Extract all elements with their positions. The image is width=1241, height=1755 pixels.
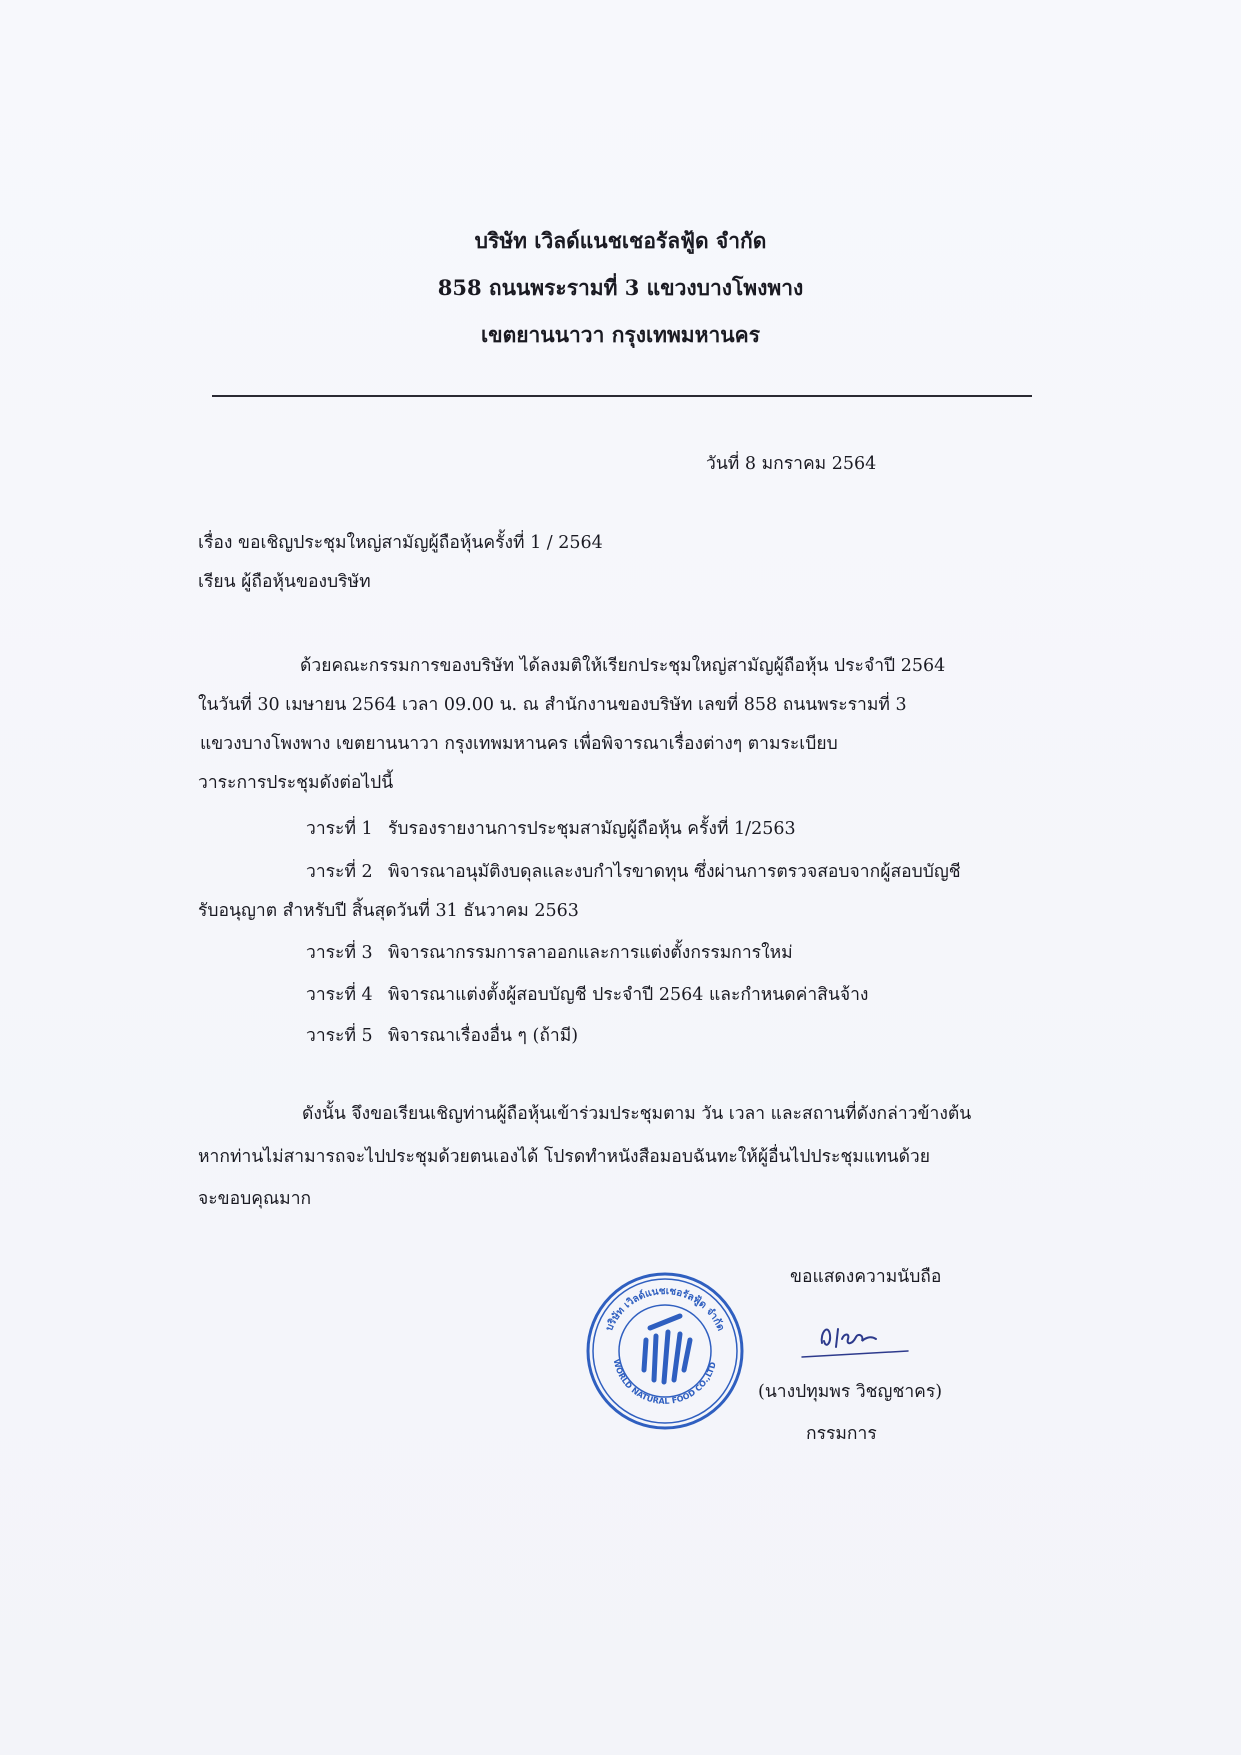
signatory-title: กรรมการ xyxy=(806,1424,877,1444)
agenda-item-5-text: พิจารณาเรื่องอื่น ๆ (ถ้ามี) xyxy=(388,1026,579,1046)
svg-text:บริษัท เวิลด์แนชเชอรัลฟู้ด จำก: บริษัท เวิลด์แนชเชอรัลฟู้ด จำกัด xyxy=(603,1285,727,1333)
company-name: บริษัท เวิลด์แนชเชอรัลฟู้ด จำกัด xyxy=(474,228,767,253)
svg-text:WORLD NATURAL FOOD CO.,LTD.: WORLD NATURAL FOOD CO.,LTD xyxy=(611,1358,718,1406)
closing-line-1: ดังนั้น จึงขอเรียนเชิญท่านผู้ถือหุ้นเข้าร่วมประชุมตาม วัน เวลา และสถานที่ดังกล่าวข้างต้น xyxy=(302,1104,972,1124)
agenda-item-3-text: พิจารณากรรมการลาออกและการแต่งตั้งกรรมการใหม่ xyxy=(388,943,793,963)
agenda-item-4-label: วาระที่ 4 xyxy=(306,985,373,1005)
agenda-item-4-text: พิจารณาแต่งตั้งผู้สอบบัญชี ประจำปี 2564 และกำหนดค่าสินจ้าง xyxy=(388,985,869,1005)
handwritten-signature xyxy=(780,1305,930,1365)
agenda-item-3-label: วาระที่ 3 xyxy=(306,943,373,963)
agenda-item-2-continuation: รับอนุญาต สำหรับปี สิ้นสุดวันที่ 31 ธันวาคม 2563 xyxy=(198,901,579,921)
body-line-4: วาระการประชุมดังต่อไปนี้ xyxy=(198,773,394,793)
agenda-item-2-label: วาระที่ 2 xyxy=(306,862,373,882)
company-address-line2: เขตยานนาวา กรุงเทพมหานคร xyxy=(481,322,760,347)
company-address-line1: 858 ถนนพระรามที่ 3 แขวงบางโพงพาง xyxy=(437,275,804,300)
signatory-name: (นางปทุมพร วิชญชาคร) xyxy=(758,1382,943,1402)
agenda-item-1-label: วาระที่ 1 xyxy=(306,819,373,839)
body-line-1: ด้วยคณะกรรมการของบริษัท ได้ลงมติให้เรียกประชุมใหญ่สามัญผู้ถือหุ้น ประจำปี 2564 xyxy=(300,656,946,676)
agenda-item-5-label: วาระที่ 5 xyxy=(306,1026,373,1046)
agenda-item-1-text: รับรองรายงานการประชุมสามัญผู้ถือหุ้น ครั้งที่ 1/2563 xyxy=(388,819,796,839)
closing-line-3: จะขอบคุณมาก xyxy=(198,1189,312,1209)
header-divider xyxy=(212,395,1032,397)
letter-addressee: เรียน ผู้ถือหุ้นของบริษัท xyxy=(198,572,371,592)
closing-regards: ขอแสดงความนับถือ xyxy=(790,1267,942,1287)
agenda-item-2-text: พิจารณาอนุมัติงบดุลและงบกำไรขาดทุน ซึ่งผ่านการตรวจสอบจากผู้สอบบัญชี xyxy=(388,862,961,882)
company-seal-icon xyxy=(584,1270,746,1432)
letter-subject: เรื่อง ขอเชิญประชุมใหญ่สามัญผู้ถือหุ้นครั้งที่ 1 / 2564 xyxy=(198,533,603,553)
closing-line-2: หากท่านไม่สามารถจะไปประชุมด้วยตนเองได้ โปรดทำหนังสือมอบฉันทะให้ผู้อื่นไปประชุมแทนด้วย xyxy=(198,1147,931,1167)
body-line-3: แขวงบางโพงพาง เขตยานนาวา กรุงเทพมหานคร เพื่อพิจารณาเรื่องต่างๆ ตามระเบียบ xyxy=(200,734,838,754)
body-line-2: ในวันที่ 30 เมษายน 2564 เวลา 09.00 น. ณ สำนักงานของบริษัท เลขที่ 858 ถนนพระรามที่ 3 xyxy=(198,695,907,715)
letter-date: วันที่ 8 มกราคม 2564 xyxy=(706,454,877,474)
